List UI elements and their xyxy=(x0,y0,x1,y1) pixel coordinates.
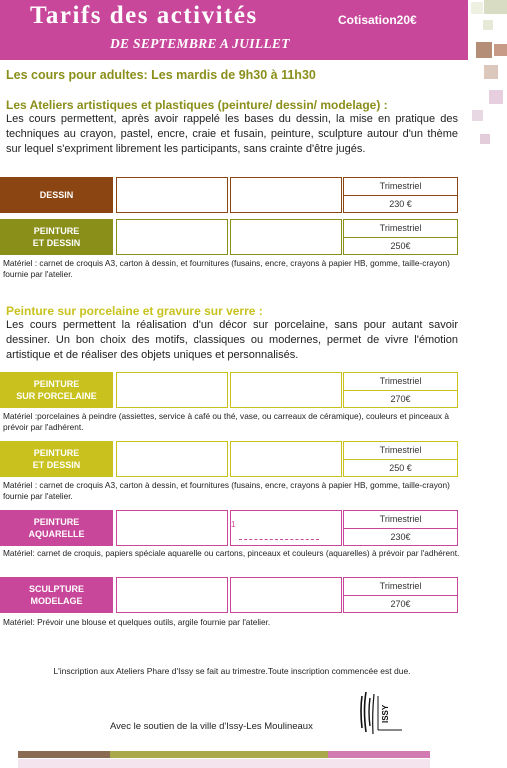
decor-square xyxy=(484,0,507,14)
price-box xyxy=(343,177,458,213)
section2-text: Les cours permettent la réalisation d'un décor sur porcelaine, sans pour autant savoir dessiner. Un bon choix des motifs, classiques ou modernes, permet de vivre l'émotion artistique et de réaliser des objets uniques et personnalisés. xyxy=(6,319,458,361)
materials-note: Matériel :porcelaines à peindre (assiettes, service à café ou thé, vase, ou carreaux de céramique), couleurs et pinceaux à prévoir par l'adhérent. xyxy=(3,411,449,432)
price-row-porcelaine xyxy=(0,372,458,408)
price-box xyxy=(343,441,458,477)
materials-note: Matériel: Prévoir une blouse et quelques outils, argile fournie par l'atelier. xyxy=(3,617,271,627)
price-row-peinture-dessin-2 xyxy=(0,441,458,477)
price-value: 250 € xyxy=(389,463,412,473)
empty-cell xyxy=(230,372,342,408)
price-value: 230 € xyxy=(389,199,412,209)
empty-cell xyxy=(116,177,228,213)
materials-note: Matériel : carnet de croquis A3, carton à dessin, et fournitures (fusains, encre, crayons à papier HB, gomme, taille-crayon) fournie par l'atelier. xyxy=(3,258,450,279)
dashed-line xyxy=(239,539,319,540)
decor-square xyxy=(472,110,483,121)
price-period: Trimestriel xyxy=(379,581,422,591)
price-box xyxy=(343,219,458,255)
cell-mark: 1 xyxy=(231,520,236,529)
empty-cell xyxy=(230,577,342,613)
price-row-peinture-dessin xyxy=(0,219,458,255)
decor-square xyxy=(471,2,483,14)
footer-bar xyxy=(110,751,328,758)
empty-cell xyxy=(230,177,342,213)
section1-heading: Les Ateliers artistiques et plastiques (peinture/ dessin/ modelage) : xyxy=(6,98,388,112)
row-label: DESSIN xyxy=(0,177,113,213)
price-box xyxy=(343,372,458,408)
row-label: PEINTURE ET DESSIN xyxy=(0,441,113,477)
row-label: PEINTURE AQUARELLE xyxy=(0,510,113,546)
footer-bar xyxy=(328,751,430,758)
empty-cell xyxy=(230,219,342,255)
empty-cell xyxy=(116,219,228,255)
main-heading: Les cours pour adultes: Les mardis de 9h30 à 11h30 xyxy=(6,68,316,82)
decor-square xyxy=(480,134,490,144)
price-row-aquarelle xyxy=(0,510,458,546)
title-banner xyxy=(0,0,468,60)
decor-square xyxy=(484,65,498,79)
price-value: 270€ xyxy=(390,599,411,609)
inscription-note: L'inscription aux Ateliers Phare d'Issy se fait au trimestre.Toute inscription commencée est due. xyxy=(53,666,411,676)
materials-note: Matériel : carnet de croquis A3, carton à dessin, et fournitures (fusains, encre, crayons à papier HB, gomme, taille-crayon) fournie par l'atelier. xyxy=(3,480,450,501)
decor-square xyxy=(476,42,492,58)
price-value: 250€ xyxy=(390,241,411,251)
price-value: 230€ xyxy=(390,532,411,542)
price-period: Trimestriel xyxy=(379,376,422,386)
support-text: Avec le soutien de la ville d'Issy-Les Moulineaux xyxy=(110,721,313,732)
issy-logo xyxy=(356,690,406,736)
empty-cell xyxy=(230,510,342,546)
price-value: 270€ xyxy=(390,394,411,404)
section2-heading: Peinture sur porcelaine et gravure sur verre : xyxy=(6,304,263,318)
decor-square xyxy=(489,90,503,104)
price-row-sculpture xyxy=(0,577,458,613)
price-period: Trimestriel xyxy=(379,223,422,233)
footer-bar xyxy=(18,759,430,768)
row-label: PEINTURE ET DESSIN xyxy=(0,219,113,255)
empty-cell xyxy=(116,441,228,477)
price-period: Trimestriel xyxy=(379,445,422,455)
empty-cell xyxy=(116,372,228,408)
price-box xyxy=(343,577,458,613)
page-subtitle: DE SEPTEMBRE A JUILLET xyxy=(110,36,290,51)
price-box xyxy=(343,510,458,546)
decor-square xyxy=(494,44,507,56)
price-row-dessin xyxy=(0,177,458,213)
row-label: SCULPTURE MODELAGE xyxy=(0,577,113,613)
cotisation-label: Cotisation20€ xyxy=(338,13,417,27)
price-period: Trimestriel xyxy=(379,514,422,524)
empty-cell xyxy=(116,577,228,613)
empty-cell xyxy=(116,510,228,546)
price-period: Trimestriel xyxy=(379,181,422,191)
svg-text:ISSY: ISSY xyxy=(381,704,390,723)
decor-square xyxy=(483,20,493,30)
materials-note: Matériel: carnet de croquis, papiers spéciale aquarelle ou cartons, pinceaux et couleurs (aquarelles) à prévoir par l'adhérent. xyxy=(3,548,460,558)
page-title: Tarifs des activités xyxy=(30,2,258,29)
footer-bar xyxy=(18,751,110,758)
empty-cell xyxy=(230,441,342,477)
section1-text: Les cours permettent, après avoir rappelé les bases du dessin, la mise en pratique des techniques au crayon, pastel, encre, craie et fusain, peinture, sculpture autour d'un thème sur lequel s'expriment librement les participants, sans crainte d'être jugés. xyxy=(6,113,458,155)
row-label: PEINTURE SUR PORCELAINE xyxy=(0,372,113,408)
